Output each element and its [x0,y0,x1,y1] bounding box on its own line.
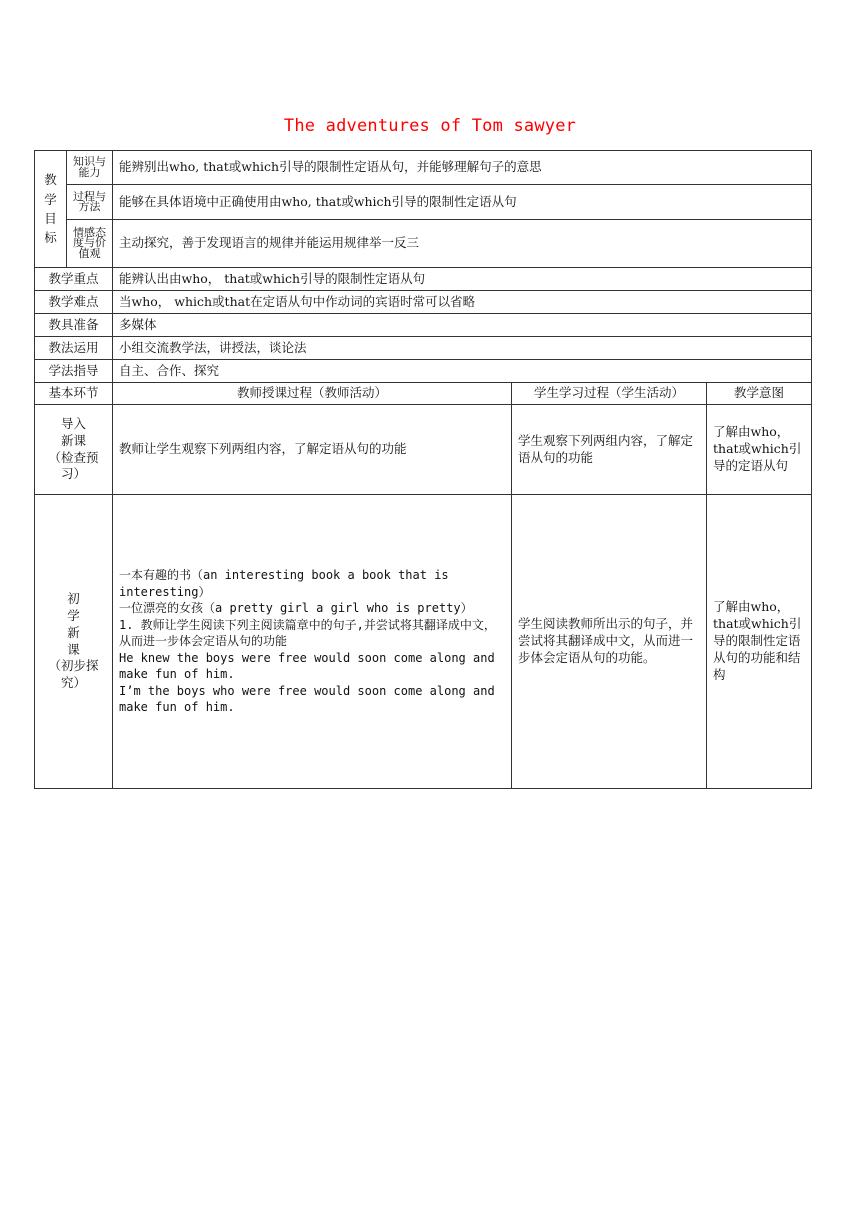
info-text: 当who， which或that在定语从句中作动词的宾语时常可以省略 [113,291,812,314]
info-row [35,291,812,314]
teacher-line: 1. 教师让学生阅读下列主阅读篇章中的句子,并尝试将其翻译成中文，从而进一步体会定语从句的功能 [119,617,496,649]
teacher-activity [113,405,512,495]
lesson-plan-table [34,150,812,789]
stage-line: 新 [67,624,80,640]
stage-line: （初步探 [48,658,99,674]
process-header-row [35,383,812,405]
teaching-intent: 了解由who，that或which引导的定语从句 [707,405,812,495]
stage-line: 课 [67,641,80,657]
goal-label: 过程与方法 [67,185,113,220]
stage-line: 究） [60,675,86,691]
stage-line: 学 [67,607,80,623]
stage-line: 习） [60,466,86,482]
goal-text: 能够在具体语境中正确使用由who, that或which引导的限制性定语从句 [113,185,812,220]
teaching-intent: 了解由who，that或which引导的限制性定语从句的功能和结构 [707,495,812,789]
info-text: 多媒体 [113,314,812,337]
goal-text: 能辨别出who, that或which引导的限制性定语从句，并能够理解句子的意思 [113,151,812,185]
info-label: 教学难点 [35,291,113,314]
info-label: 教学重点 [35,268,113,291]
stage-line: 新课 [60,432,86,448]
stage-line: （检查预 [48,449,99,465]
info-text: 小组交流教学法，讲授法，谈论法 [113,337,812,360]
info-label: 教法运用 [35,337,113,360]
info-row [35,268,812,291]
teacher-line: 一本有趣的书（an interesting book a book that is interesting） [119,568,449,599]
goal-label: 知识与能力 [67,151,113,185]
student-activity: 学生观察下列两组内容，了解定语从句的功能 [512,405,707,495]
intent-header: 教学意图 [707,383,812,405]
info-text: 能辨认出由who， that或which引导的限制性定语从句 [113,268,812,291]
teacher-header: 教师授课过程（教师活动） [113,383,512,405]
student-header: 学生学习过程（学生活动） [512,383,707,405]
teacher-line: 一位漂亮的女孩（a pretty girl a girl who is pretty） [119,601,473,616]
info-row [35,337,812,360]
stage-line: 初 [67,590,80,606]
goal-row [35,220,812,268]
info-label: 学法指导 [35,360,113,383]
info-text: 自主、合作、探究 [113,360,812,383]
goal-row [35,151,812,185]
stage-line: 导入 [60,415,86,431]
teacher-line: I’m the boys who were free would soon come along and make fun of him. [119,683,495,715]
goals-header [35,151,67,268]
document-title: The adventures of Tom sawyer [283,116,577,136]
teacher-activity [113,495,512,789]
info-row [35,360,812,383]
teacher-line: He knew the boys were free would soon come along and make fun of him. [119,650,495,682]
teacher-line: 教师让学生观察下列两组内容，了解定语从句的功能 [119,441,407,457]
info-label: 教具准备 [35,314,113,337]
stage-cell [35,495,113,789]
goal-text: 主动探究，善于发现语言的规律并能运用规律举一反三 [113,220,812,268]
stage-cell [35,405,113,495]
stage-row [35,495,812,789]
stage-row [35,405,812,495]
goal-label: 情感态度与价值观 [67,220,113,268]
student-activity: 学生阅读教师所出示的句子，并尝试将其翻译成中文，从而进一步体会定语从句的功能。 [512,495,707,789]
info-row [35,314,812,337]
stage-header: 基本环节 [35,383,113,405]
goals-header-text: 教学目标 [44,172,57,246]
goal-row [35,185,812,220]
